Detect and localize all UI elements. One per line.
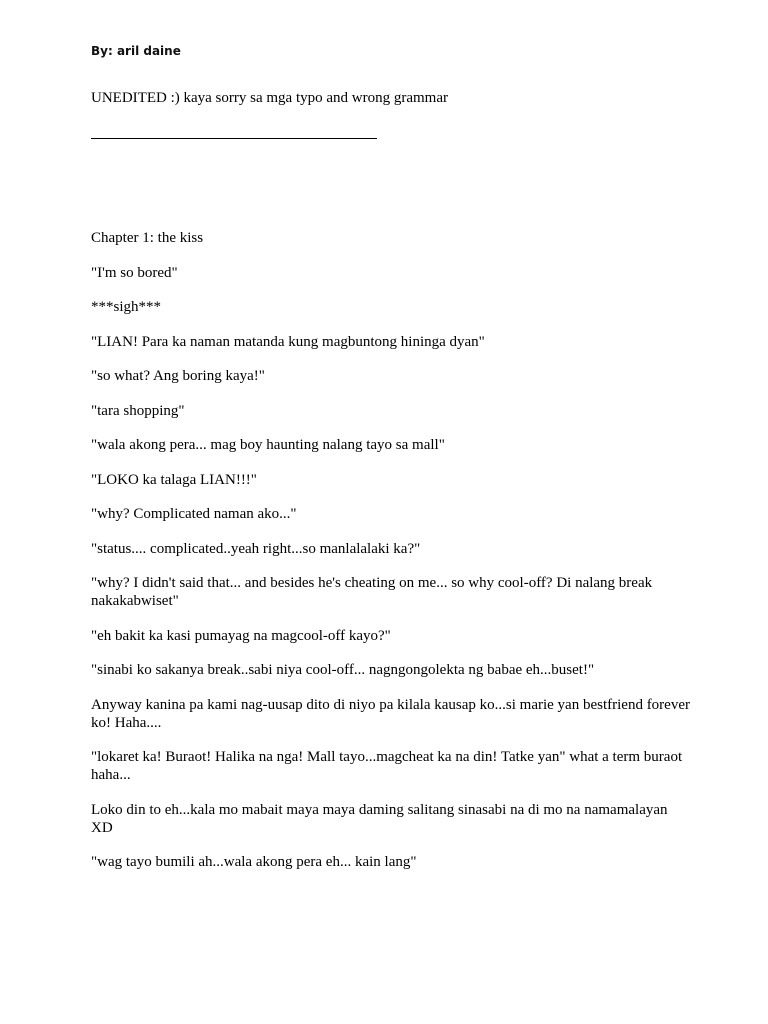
paragraph: ***sigh*** <box>91 299 162 315</box>
chapter-body <box>91 229 691 888</box>
paragraph: "wala akong pera... mag boy haunting nalang tayo sa mall" <box>91 437 445 453</box>
paragraph: Loko din to eh...kala mo mabait maya maya daming salitang sinasabi na di mo na namamalayan XD <box>91 801 668 836</box>
paragraph: Anyway kanina pa kami nag-uusap dito di niyo pa kilala kausap ko...si marie yan bestfriend forever ko! Haha.... <box>91 696 690 731</box>
paragraph: "status.... complicated..yeah right...so manlalalaki ka?" <box>91 540 421 557</box>
paragraph: "wag tayo bumili ah...wala akong pera eh... kain lang" <box>91 854 417 870</box>
paragraph: "LIAN! Para ka naman matanda kung magbuntong hininga dyan" <box>91 333 485 350</box>
unedited-note: UNEDITED :) kaya sorry sa mga typo and wrong grammar <box>91 90 448 106</box>
paragraph: "why? I didn't said that... and besides he's cheating on me... so why cool-off? Di nalang break nakakabwiset" <box>91 575 653 609</box>
chapter-title: Chapter 1: the kiss <box>91 230 204 246</box>
paragraph: "why? Complicated naman ako..." <box>91 506 297 522</box>
paragraph: "I'm so bored" <box>91 264 178 281</box>
paragraph: "LOKO ka talaga LIAN!!!" <box>91 471 257 488</box>
paragraph: "lokaret ka! Buraot! Halika na nga! Mall tayo...magcheat ka na din! Tatke yan" what a term buraot haha... <box>91 749 683 783</box>
author-byline: By: aril daine <box>91 44 181 58</box>
paragraph: "eh bakit ka kasi pumayag na magcool-off kayo?" <box>91 627 391 644</box>
separator-line <box>91 138 377 139</box>
paragraph: "sinabi ko sakanya break..sabi niya cool-off... nagngongolekta ng babae eh...buset!" <box>91 662 595 678</box>
paragraph: "tara shopping" <box>91 402 185 419</box>
paragraph: "so what? Ang boring kaya!" <box>91 368 265 384</box>
